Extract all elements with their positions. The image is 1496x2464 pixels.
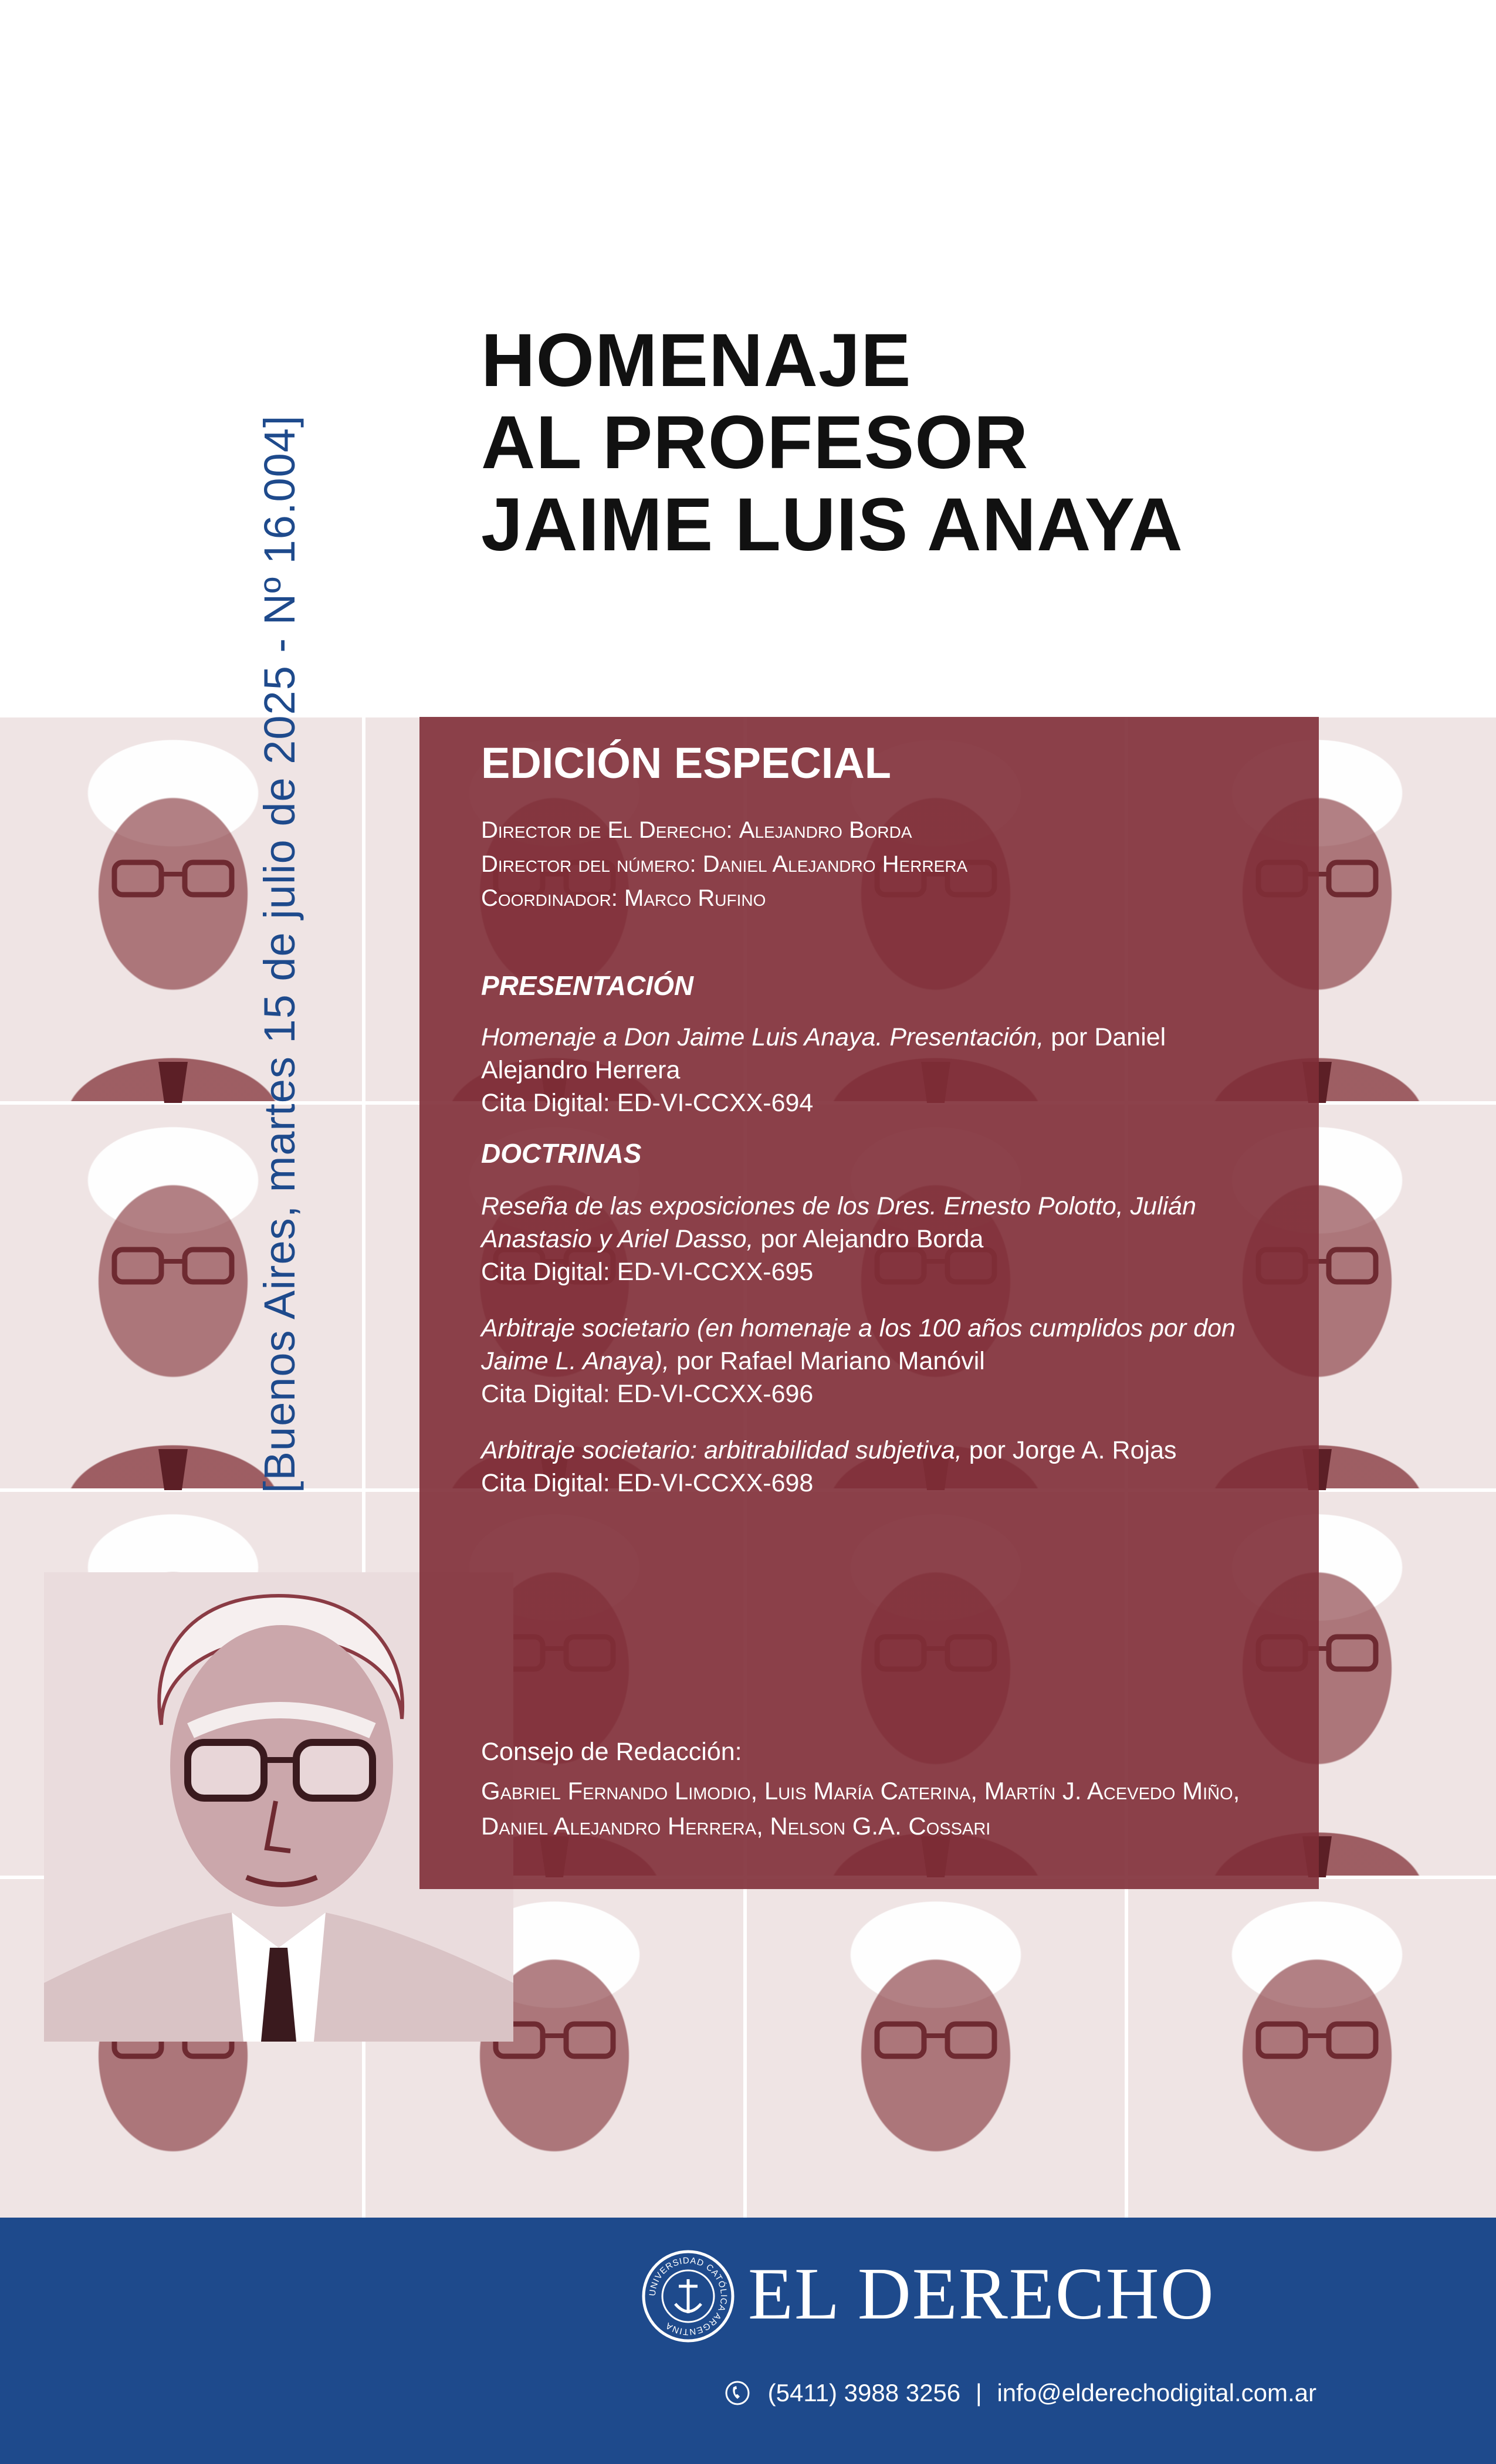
contact-separator: |	[975, 2378, 982, 2407]
credit-coordinator	[481, 881, 1319, 915]
page-title	[481, 320, 1449, 566]
article-author: por Jorge A. Rojas	[962, 1436, 1177, 1465]
issue-date-vertical: [Buenos Aires, martes 15 de julio de 2025 - Nº 16.004]	[255, 415, 304, 1493]
content-panel	[419, 717, 1319, 1889]
credit-director	[481, 813, 1319, 847]
article-entry[interactable]	[481, 1434, 1267, 1500]
article-citation: Cita Digital: ED-VI-CCXX-694	[481, 1089, 814, 1118]
contact-phone[interactable]: (5411) 3988 3256	[767, 2378, 961, 2407]
article-citation: Cita Digital: ED-VI-CCXX-698	[481, 1469, 814, 1498]
credit-issue-director	[481, 847, 1319, 881]
phone-icon	[725, 2380, 750, 2406]
council-names: Gabriel Fernando Limodio, Luis María Caterina, Martín J. Acevedo Miño, Daniel Alejandro Herrera, Nelson G.A. Cossari	[481, 1777, 1240, 1840]
article-citation: Cita Digital: ED-VI-CCXX-696	[481, 1380, 814, 1409]
article-entry[interactable]	[481, 1190, 1267, 1288]
article-title: Arbitraje societario: arbitrabilidad subjetiva,	[481, 1436, 962, 1465]
article-author: por Daniel Alejandro Herrera	[481, 1023, 1166, 1085]
editorial-council	[481, 1735, 1279, 1844]
title-line-1: HOMENAJE	[481, 319, 912, 402]
article-title: Homenaje a Don Jaime Luis Anaya. Presentación,	[481, 1023, 1044, 1052]
credit-value: Marco Rufino	[624, 885, 766, 912]
contact-line	[725, 2377, 1316, 2407]
article-author: por Alejandro Borda	[753, 1225, 984, 1254]
section-heading-presentacion: PRESENTACIÓN	[481, 970, 694, 1001]
article-entry[interactable]	[481, 1312, 1267, 1410]
seal-text: UNIVERSIDAD CATÓLICA ARGENTINA	[647, 2255, 729, 2337]
article-citation: Cita Digital: ED-VI-CCXX-695	[481, 1258, 814, 1287]
article-title: Arbitraje societario (en homenaje a los 100 años cumplidos por don Jaime L. Anaya),	[481, 1314, 1236, 1376]
footer-bar	[0, 2218, 1496, 2464]
article-entry[interactable]	[481, 1021, 1267, 1119]
title-line-2: AL PROFESOR	[481, 401, 1029, 485]
credits-list	[481, 813, 1319, 915]
university-seal-logo	[642, 2250, 735, 2343]
contact-email[interactable]: info@elderechodigital.com.ar	[997, 2378, 1317, 2407]
credit-label: Coordinador:	[481, 885, 618, 912]
credit-value: Alejandro Borda	[739, 817, 912, 844]
section-heading-doctrinas: DOCTRINAS	[481, 1138, 642, 1169]
article-title: Reseña de las exposiciones de los Dres. Ernesto Polotto, Julián Anastasio y Ariel Dasso,	[481, 1192, 1197, 1254]
credit-label: Director del número:	[481, 851, 696, 878]
edition-title: EDICIÓN ESPECIAL	[481, 739, 891, 787]
credit-value: Daniel Alejandro Herrera	[702, 851, 968, 878]
title-line-3: JAIME LUIS ANAYA	[481, 483, 1183, 567]
credit-label: Director de El Derecho:	[481, 817, 733, 844]
brand-wordmark: EL DERECHO	[748, 2253, 1215, 2335]
article-author: por Rafael Mariano Manóvil	[669, 1347, 985, 1376]
council-label: Consejo de Redacción:	[481, 1738, 742, 1766]
